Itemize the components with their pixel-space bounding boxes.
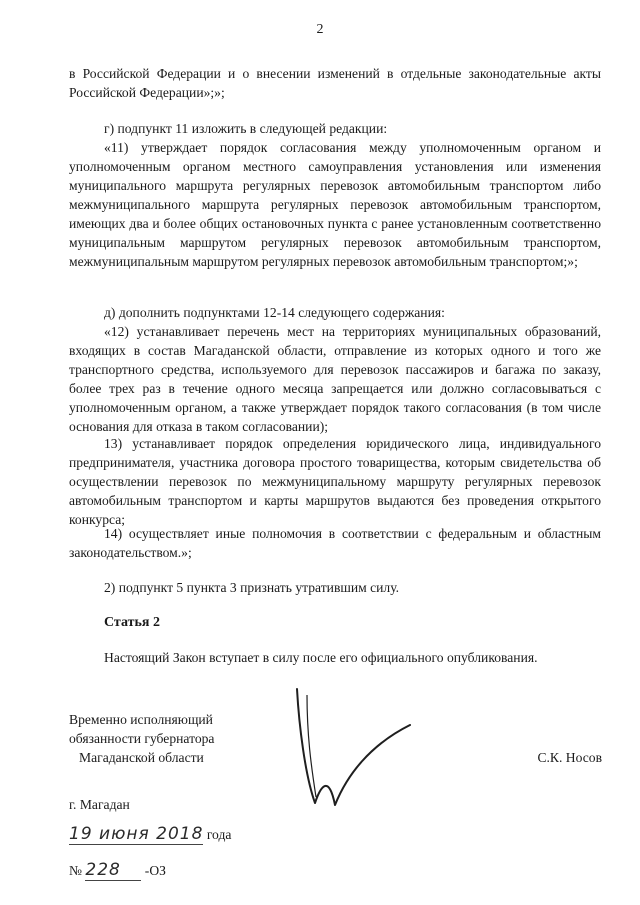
city: г. Магадан xyxy=(69,797,130,812)
paragraph-item-11: «11) утверждает порядок согласования между уполномоченным органом и уполномоченным органом местного самоуправления установления или изменения муниципального маршрута регулярных перевозок автомобильным транспортом либо межмуниципального маршрута регулярных перевозок автомобильным транспортом, имеющих два и более общих остановочных пункта с ранее установленным соответственно муниципальным маршрутом регулярных перевозок автомобильным транспортом, межмуниципальным маршрутом регулярных перевозок автомобильным транспортом;»; xyxy=(69,140,601,269)
page-number: 2 xyxy=(316,22,324,37)
date-suffix: года xyxy=(206,827,232,842)
paragraph-article-2: Настоящий Закон вступает в силу после его официального опубликования. xyxy=(104,650,538,665)
paragraph-point-2: 2) подпункт 5 пункта 3 признать утратившим силу. xyxy=(104,580,400,595)
law-number-line xyxy=(69,860,166,881)
paragraph-continuation: в Российской Федерации и о внесении изменений в отдельные законодательные акты Российской Федерации»;»; xyxy=(69,66,601,100)
signatory-line-2: обязанности губернатора xyxy=(69,731,215,746)
paragraph-item-12: «12) устанавливает перечень мест на территориях муниципальных образований, входящих в состав Магаданской области, отправление из которых одного и того же транспортного средства, используемого для перевозок пассажиров и багажа по заказу, более трех раз в течение одного месяца запрещается или должно согласовываться с уполномоченным органом, а также утверждает порядок такого согласования (в том числе основания для отказа в таком согласовании); xyxy=(69,324,601,434)
number-suffix: -ОЗ xyxy=(144,863,166,878)
article-heading: Статья 2 xyxy=(104,615,160,630)
handwritten-signature xyxy=(285,685,425,815)
signatory-name: С.К. Носов xyxy=(537,750,602,765)
paragraph-subpoint-d: д) дополнить подпунктами 12-14 следующего содержания: xyxy=(104,305,445,320)
number-handwritten: 228 xyxy=(85,860,141,881)
signatory-line-3: Магаданской области xyxy=(79,750,204,765)
date-handwritten: 19 июня 2018 xyxy=(69,824,204,844)
signatory-title xyxy=(69,710,214,767)
paragraph-subpoint-g: г) подпункт 11 изложить в следующей редакции: xyxy=(104,121,388,136)
number-prefix: № xyxy=(69,863,82,878)
date-line xyxy=(69,824,231,845)
paragraph-item-14: 14) осуществляет иные полномочия в соответствии с федеральным и областным законодательством.»; xyxy=(69,526,601,560)
paragraph-item-13: 13) устанавливает порядок определения юридического лица, индивидуального предпринимателя, участника договора простого товарищества, которым свидетельства об осуществлении перевозок по межмуниципальному маршруту регулярных перевозок автомобильным транспортом и карты маршрутов выдаются без проведения открытого конкурса; xyxy=(69,436,601,527)
signatory-line-1: Временно исполняющий xyxy=(69,712,213,727)
